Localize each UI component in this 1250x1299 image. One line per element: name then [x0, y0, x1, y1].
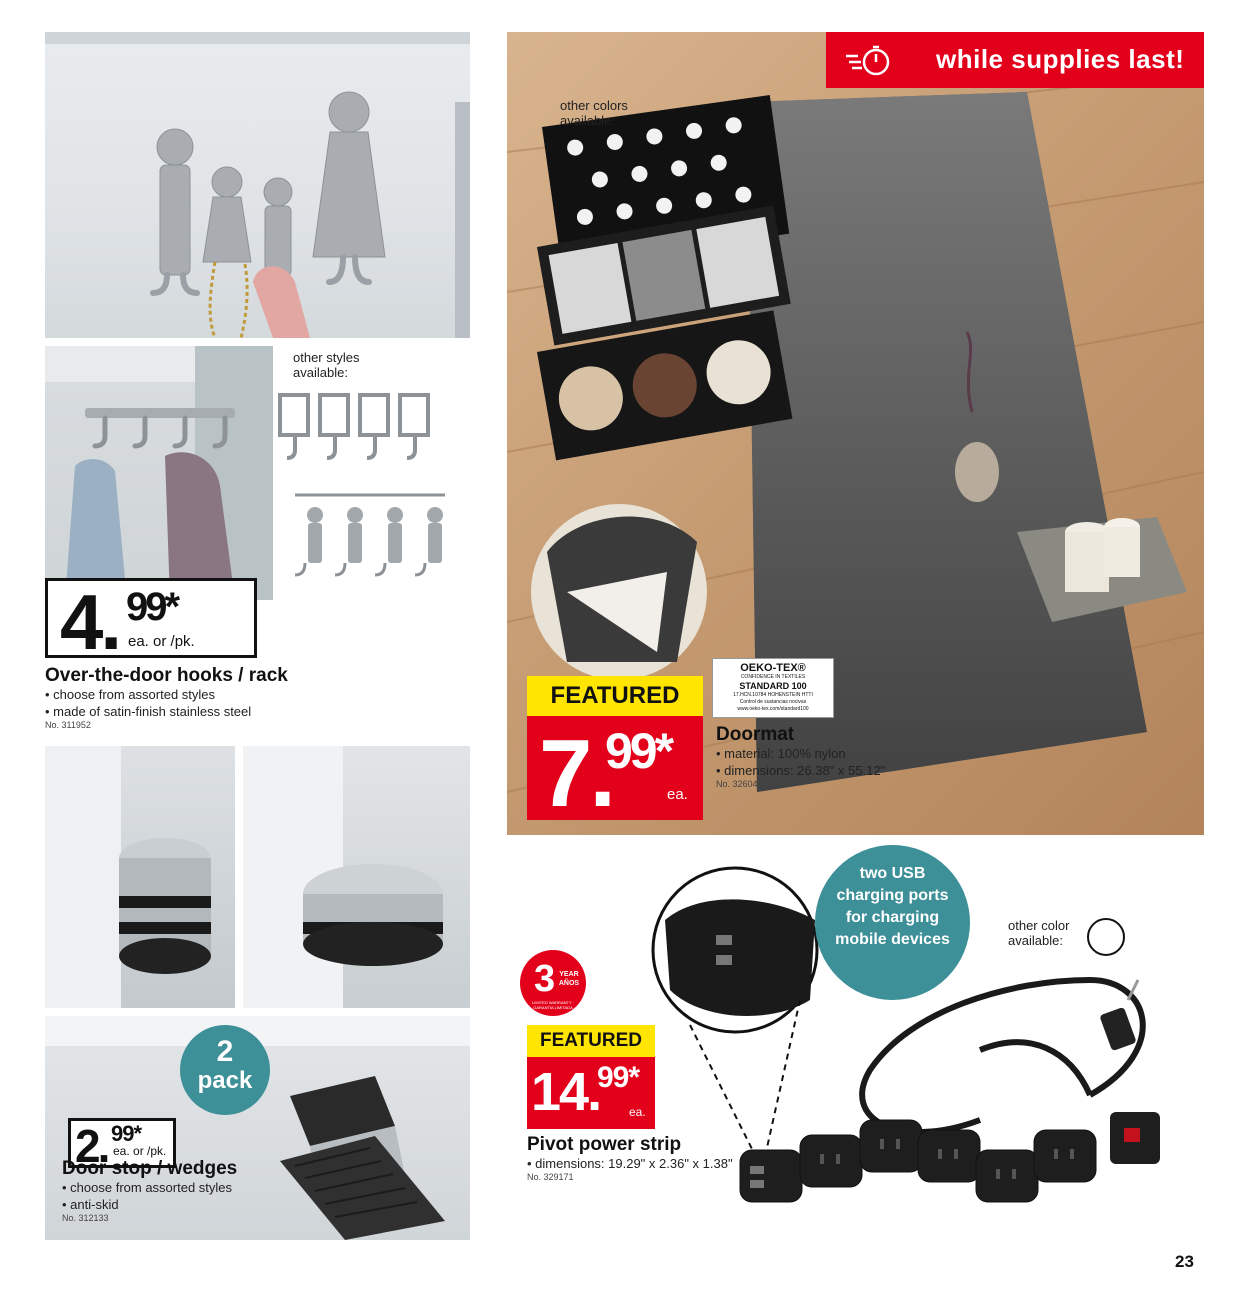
- page-number: 23: [1175, 1252, 1194, 1271]
- oekotex-name: OEKO-TEX®: [740, 662, 806, 674]
- hooks-bullets: [45, 686, 465, 730]
- warranty-year-label: YEAR AÑOS: [558, 971, 580, 987]
- powerstrip-price-unit: ea.: [629, 1105, 646, 1119]
- doormat-price-dollars: 7.: [539, 720, 614, 827]
- two-pack-badge: [180, 1025, 270, 1115]
- hooks-family-photo: [45, 32, 470, 338]
- powerstrip-price-cents: 99*: [597, 1061, 640, 1094]
- doormat-title: Doormat: [716, 724, 795, 745]
- doormat-featured-tag: FEATURED: [527, 676, 703, 716]
- oekotex-tagline: CONFIDENCE IN TEXTILES: [740, 674, 806, 680]
- oekotex-url: www.oeko-tex.com/standard100: [737, 706, 809, 712]
- powerstrip-price-dollars: 14.: [531, 1062, 601, 1122]
- hooks-bullet: • choose from assorted styles: [45, 686, 465, 703]
- while-supplies-banner: [826, 32, 1204, 88]
- doormat-colors-note: other colors available:: [560, 98, 628, 128]
- doormat-price-box: [527, 716, 703, 827]
- stopwatch-icon: [844, 42, 894, 78]
- doormat-bullets: [716, 745, 986, 789]
- hooks-bullet: • made of satin-finish stainless steel: [45, 703, 465, 720]
- oekotex-standard: STANDARD 100: [739, 681, 807, 691]
- doorstop-bullets: [62, 1179, 322, 1223]
- usb-ports-badge: [815, 845, 970, 1000]
- powerstrip-bullets: [527, 1155, 787, 1182]
- oekotex-label: [712, 658, 834, 718]
- pack-count: 2: [216, 1035, 234, 1068]
- oekotex-sub: Control de sustancias nocivas: [739, 699, 807, 705]
- doorstop-price-dollars: 2.: [75, 1120, 108, 1172]
- powerstrip-title: Pivot power strip: [527, 1134, 682, 1155]
- hooks-price-dollars: 4.: [60, 578, 120, 666]
- doormat-price-cents: 99*: [605, 723, 672, 779]
- hooks-price-unit: ea. or /pk.: [128, 633, 195, 650]
- doorstop-price-cents: 99*: [111, 1121, 142, 1146]
- hook-rack-photo: [45, 346, 273, 600]
- doormat-item-number: No. 326047: [716, 779, 763, 789]
- hooks-title: Over-the-door hooks / rack: [45, 665, 288, 686]
- usb-ports-note: two USB charging ports for charging mobile devices: [835, 865, 950, 948]
- doormat-bullet: • dimensions: 26.38" x 55.12": [716, 762, 986, 779]
- hooks-item-number: No. 311952: [45, 720, 91, 730]
- doormat-bullet: • material: 100% nylon: [716, 745, 986, 762]
- doormat-price-unit: ea.: [667, 786, 688, 803]
- hooks-price-box: [45, 578, 257, 666]
- hook-styles-illustration: [275, 385, 465, 600]
- powerstrip-price-box: [527, 1057, 655, 1129]
- doorstop-item-number: No. 312133: [62, 1213, 109, 1223]
- powerstrip-color-note: other color available:: [1008, 918, 1070, 948]
- doorstop-bullet: • choose from assorted styles: [62, 1179, 322, 1196]
- oekotex-code: 17.HCN.10784 HOHENSTEIN HTTI: [733, 692, 813, 698]
- white-color-swatch[interactable]: [1087, 918, 1125, 956]
- doorstop-bullet: • anti-skid: [62, 1196, 322, 1213]
- doorstop-price-unit: ea. or /pk.: [113, 1144, 167, 1158]
- warranty-badge: [520, 950, 586, 1016]
- warranty-ring-text: LIMITED WARRANTY · GARANTÍA LIMITADA: [531, 1000, 574, 1010]
- powerstrip-featured-tag: FEATURED: [527, 1025, 655, 1057]
- door-stop-photo-1: [45, 746, 235, 1008]
- while-supplies-text: while supplies last!: [936, 44, 1185, 74]
- warranty-years: 3: [534, 958, 556, 1000]
- hooks-styles-note: other styles available:: [293, 350, 360, 380]
- powerstrip-item-number: No. 329171: [527, 1172, 574, 1182]
- pack-label: pack: [197, 1067, 253, 1094]
- hooks-price-cents: 99*: [126, 585, 178, 629]
- doorstop-title: Door stop / wedges: [62, 1158, 238, 1179]
- powerstrip-bullet: • dimensions: 19.29" x 2.36" x 1.38": [527, 1155, 787, 1172]
- door-stop-photo-2: [243, 746, 470, 1008]
